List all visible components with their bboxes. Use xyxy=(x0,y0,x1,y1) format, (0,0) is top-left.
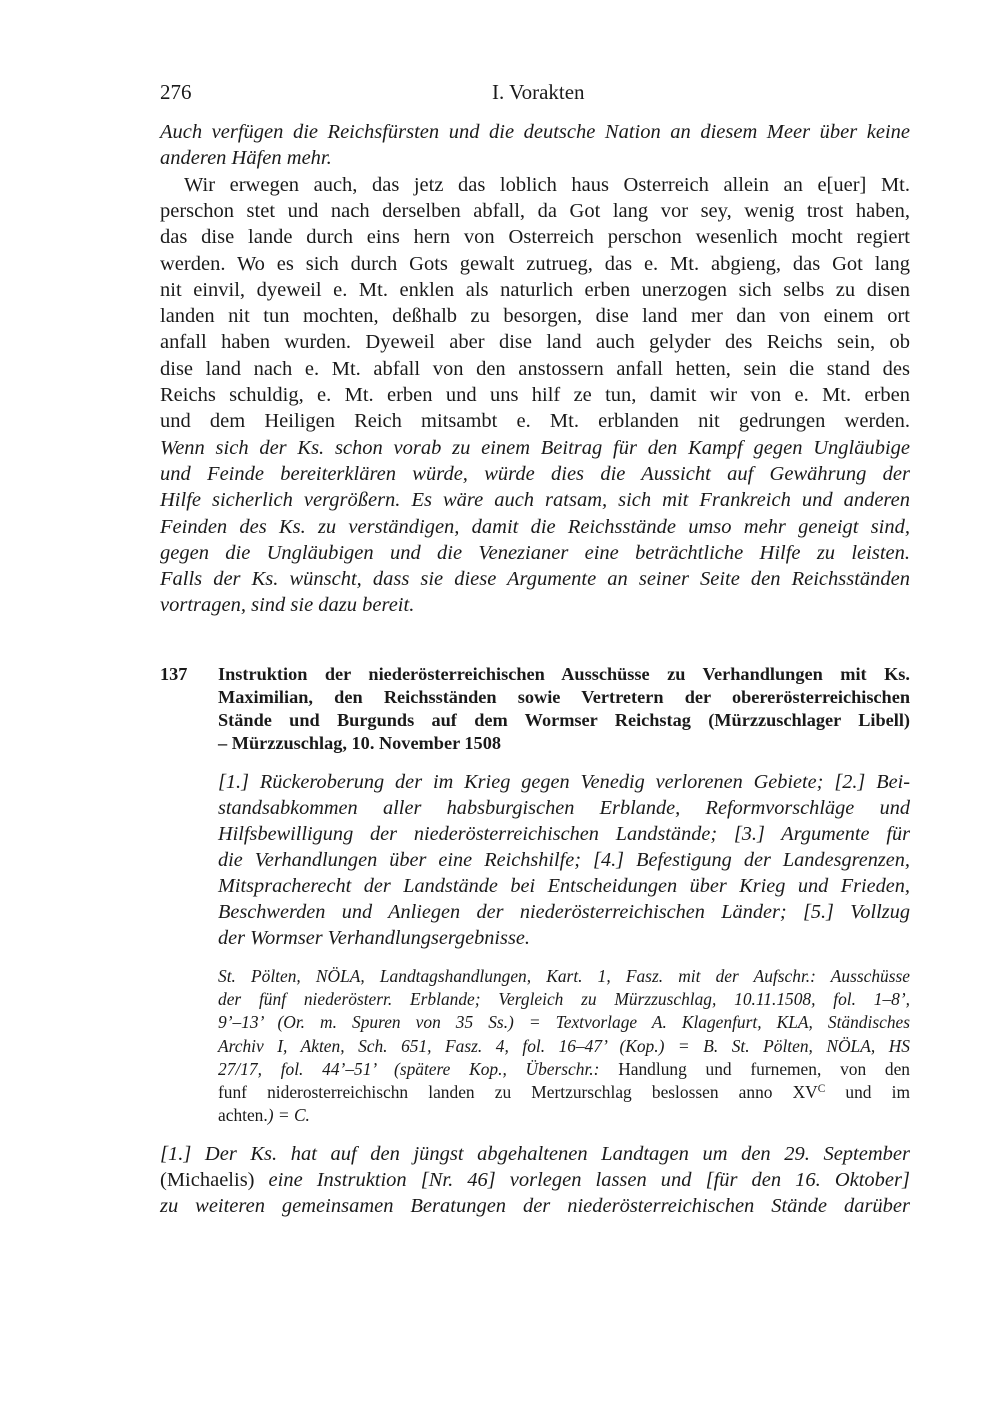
body-line xyxy=(160,1195,910,1219)
text-segment: achten. xyxy=(218,1105,268,1126)
summary-line xyxy=(218,823,910,846)
text-segment: und Feinde bereiterklären würde, würde dies die Aussicht auf Gewährung der xyxy=(160,462,910,485)
text-segment: gegen die Ungläubigen und die Venezianer eine beträchtliche Hilfe zu leisten. xyxy=(160,541,910,564)
document-title-line xyxy=(218,664,910,685)
text-segment: werden. Wo es sich durch Gots gewalt zutrueg, das e. Mt. abgieng, das Got lang xyxy=(160,252,910,275)
text-segment: der Wormser Verhandlungsergebnisse. xyxy=(218,927,530,949)
text-segment: zu weiteren gemeinsamen Beratungen der niederösterreichischen Stände darüber xyxy=(160,1195,910,1218)
text-segment: (Michaelis) xyxy=(160,1169,269,1192)
text-segment: [1.] Der Ks. hat auf den jüngst abgehaltenen Landtagen um den 29. September xyxy=(160,1143,910,1165)
body-line xyxy=(160,594,910,618)
text-segment: perschon stet und nach derselben abfall, da Got lang vor sey, wenig trost haben, xyxy=(160,199,910,222)
text-segment: – Mürzzuschlag, 10. November 1508 xyxy=(218,733,501,753)
text-segment: eine Instruktion [Nr. 46] vorlegen lassen und [für den 16. Oktober] xyxy=(268,1169,910,1192)
summary-line xyxy=(218,849,910,872)
text-segment: anfall haben wurden. Dyeweil aber dise land auch gelyder des Reichs sein, ob xyxy=(160,331,910,354)
page-number: 276 xyxy=(160,80,192,104)
text-segment: Stände und Burgunds auf dem Wormser Reichstag (Mürzzuschlager Libell) xyxy=(218,710,910,730)
body-line xyxy=(160,200,910,224)
body-line xyxy=(160,305,910,329)
citation-line xyxy=(218,1082,910,1102)
body-line xyxy=(160,463,910,487)
body-line xyxy=(160,253,910,277)
body-line xyxy=(160,568,910,592)
citation-line xyxy=(218,989,910,1009)
text-segment: und dem Heiligen Reich mitsambt e. Mt. erblanden nit gedrungen werden. xyxy=(160,410,910,433)
citation-line xyxy=(218,1012,910,1032)
text-segment: Beschwerden und Anliegen der niederösterreichischen Länder; [5.] Vollzug xyxy=(218,901,910,923)
text-segment: Hilfsbewilligung der niederösterreichischen Landstände; [3.] Argumente für xyxy=(218,823,910,845)
text-segment: Wir erwegen auch, das jetz das loblich haus Osterreich allein an e[uer] Mt. xyxy=(184,173,910,196)
text-segment: funf niderosterreichischn landen zu Mertzurschlag beslossen anno XV xyxy=(218,1082,818,1102)
body-line xyxy=(160,516,910,540)
citation-line xyxy=(218,1059,910,1079)
summary-line xyxy=(218,875,910,898)
text-segment: die Verhandlungen über eine Reichshilfe; [4.] Befestigung der Landesgrenzen, xyxy=(218,849,910,871)
text-segment: Auch verfügen die Reichsfürsten und die deutsche Nation an diesem Meer über keine xyxy=(160,121,910,143)
text-segment: Instruktion der niederösterreichischen Ausschüsse zu Verhandlungen mit Ks. xyxy=(218,664,910,684)
citation-line xyxy=(218,966,910,986)
body-line xyxy=(160,358,910,382)
text-segment: [1.] Rückeroberung der im Krieg gegen Venedig verlorenen Gebiete; [2.] Bei- xyxy=(218,771,910,793)
text-segment: St. Pölten, NÖLA, Landtagshandlungen, Kart. 1, Fasz. mit der Aufschr.: Ausschüsse xyxy=(218,966,910,986)
text-segment: Maximilian, den Reichsständen sowie Vertretern der obererösterreichischen xyxy=(218,687,910,707)
summary-line xyxy=(218,797,910,820)
document-number: 137 xyxy=(160,664,188,684)
text-segment: dise land nach e. Mt. abfall von den anstossern anfall hetten, sein die stand des xyxy=(160,357,910,380)
body-line xyxy=(160,384,910,408)
body-line xyxy=(160,410,910,434)
citation-line xyxy=(218,1105,910,1125)
citation-line xyxy=(218,1036,910,1056)
text-segment: und im xyxy=(825,1082,911,1102)
text-segment: Archiv I, Akten, Sch. 651, Fasz. 4, fol. 16–47’ (Kop.) = B. St. Pölten, NÖLA, HS xyxy=(218,1035,910,1056)
text-segment: der fünf niederösterr. Erblande; Vergleich zu Mürzzuschlag, 10.11.1508, fol. 1–8’, xyxy=(218,989,910,1010)
text-segment: nit einvil, dyeweil e. Mt. enklen als naturlich erben unerzogen sich selbs zu disen xyxy=(160,278,910,301)
body-line xyxy=(160,437,910,461)
text-segment: Mitspracherecht der Landstände bei Entscheidungen über Krieg und Frieden, xyxy=(218,875,910,897)
summary-line xyxy=(218,771,910,794)
text-segment: anderen Häfen mehr. xyxy=(160,147,332,170)
body-line xyxy=(160,121,910,145)
text-segment: 27/17, fol. 44’–51’ (spätere Kop., Überschr.: xyxy=(218,1058,619,1079)
text-segment: Falls der Ks. wünscht, dass sie diese Argumente an seiner Seite den Reichsständen xyxy=(160,568,910,591)
body-line xyxy=(160,1143,910,1167)
document-title-line xyxy=(218,710,910,731)
running-title: I. Vorakten xyxy=(492,80,585,104)
text-segment: C xyxy=(817,1082,826,1095)
body-line xyxy=(160,331,910,355)
summary-line xyxy=(218,927,910,950)
body-line xyxy=(160,542,910,566)
text-segment: Hilfe sicherlich vergrößern. Es wäre auch ratsam, sich mit Frankreich und anderen xyxy=(160,489,910,512)
body-line xyxy=(160,226,910,250)
text-segment: das dise lande durch eins hern von Osterreich perschon wesenlich mocht regiert xyxy=(160,226,910,249)
body-line xyxy=(160,1169,910,1193)
text-segment: vortragen, sind sie dazu bereit. xyxy=(160,594,415,617)
summary-line xyxy=(218,901,910,924)
text-segment: 9’–13’ (Or. m. Spuren von 35 Ss.) = Textvorlage A. Klagenfurt, KLA, Ständisches xyxy=(218,1012,910,1033)
text-segment: Wenn sich der Ks. schon vorab zu einem Beitrag für den Kampf gegen Ungläubige xyxy=(160,436,910,459)
body-line xyxy=(160,174,910,198)
text-segment: standsabkommen aller habsburgischen Erblande, Reformvorschläge und xyxy=(218,797,910,819)
body-line xyxy=(160,279,910,303)
text-segment: Feinden des Ks. zu verständigen, damit die Reichsstände umso mehr geneigt sind, xyxy=(160,515,910,538)
text-segment: ) = C. xyxy=(267,1105,310,1126)
body-line xyxy=(160,147,910,171)
document-title-line xyxy=(218,733,910,754)
body-line xyxy=(160,489,910,513)
document-title-line xyxy=(218,687,910,708)
text-segment: landen nit tun mochten, deßhalb zu besorgen, dise land mer dan von einem ort xyxy=(160,305,910,328)
text-segment: Handlung und furnemen, von den xyxy=(618,1058,911,1079)
text-segment: Reichs schuldig, e. Mt. erben und uns hilf ze tun, damit wir von e. Mt. erben xyxy=(160,384,910,406)
